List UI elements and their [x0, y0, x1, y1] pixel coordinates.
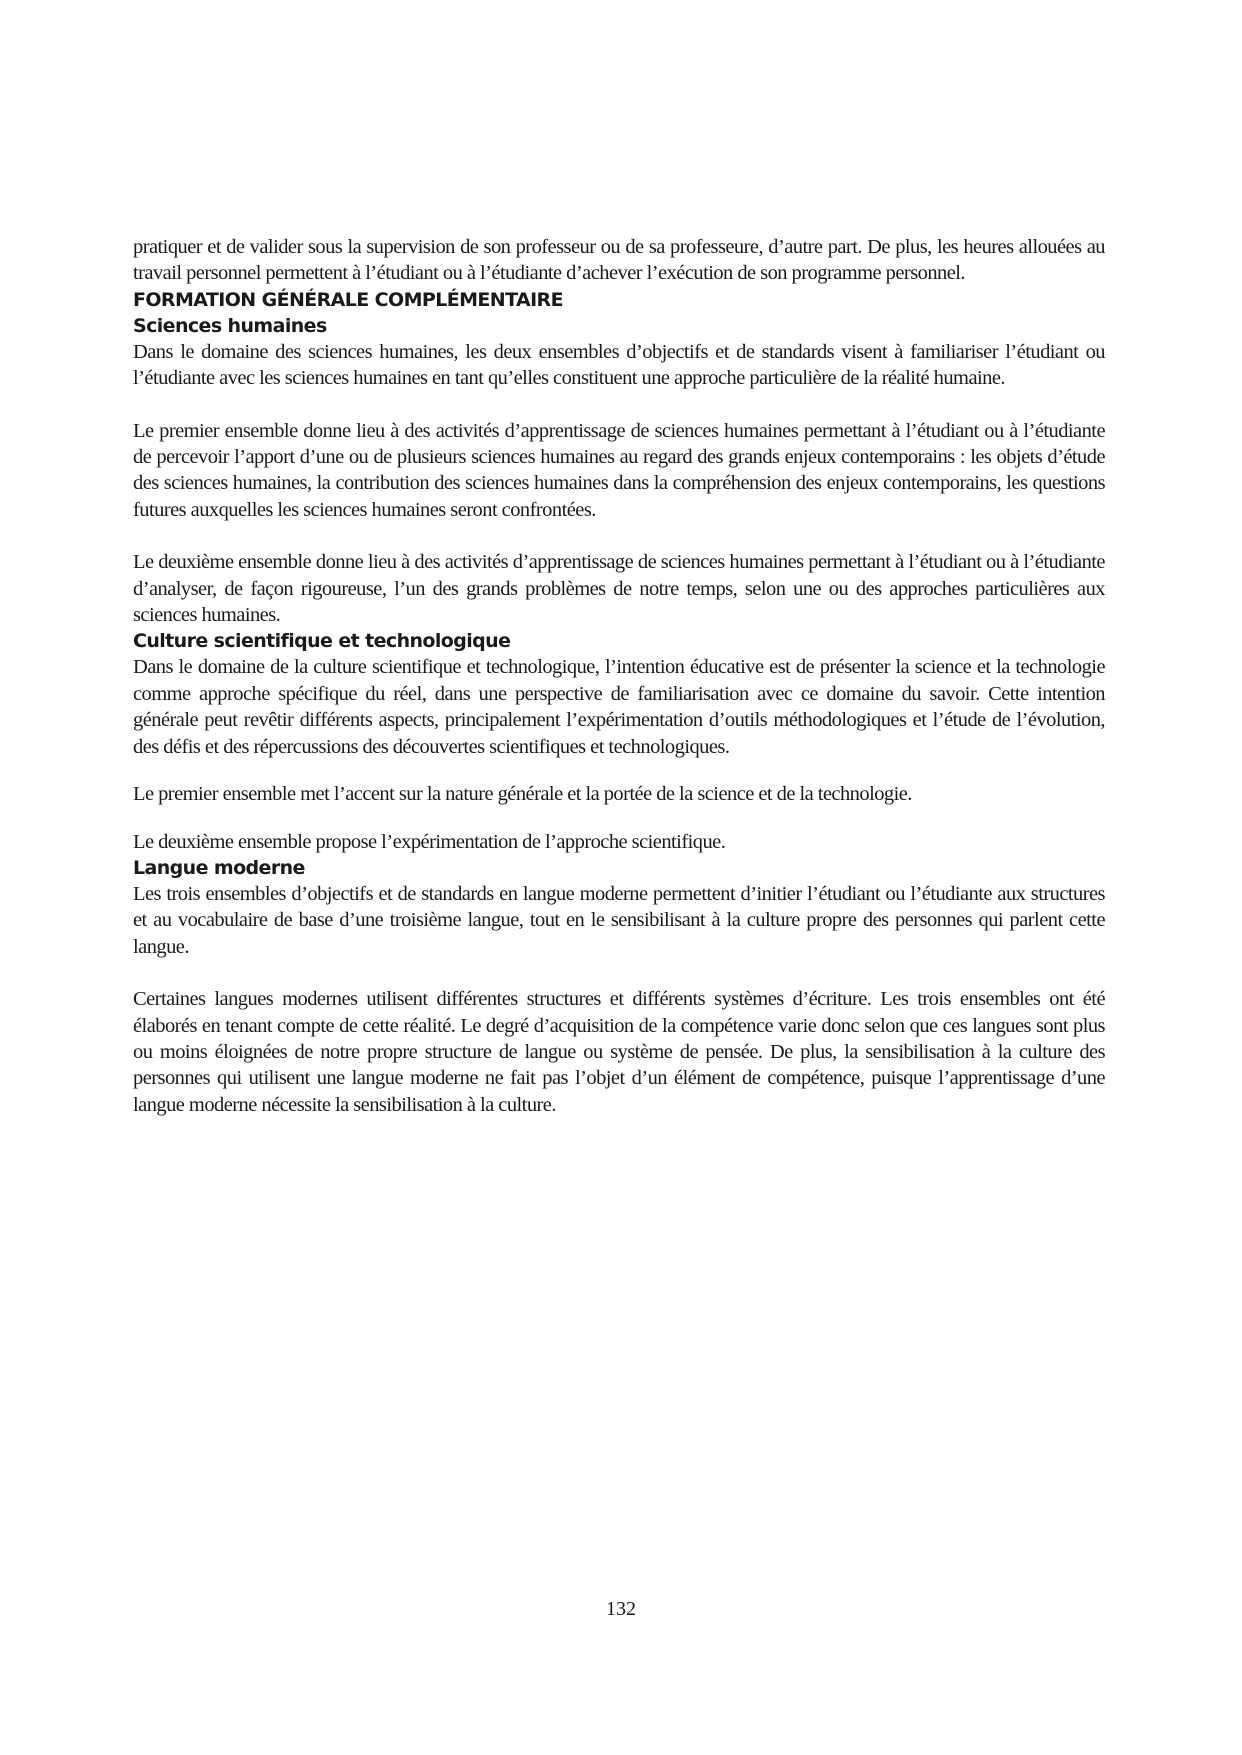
culture-scientifique-paragraph-2: Le premier ensemble met l’accent sur la nature générale et la portée de la science et de la technologie. [133, 783, 912, 806]
sciences-humaines-paragraph-2: Le premier ensemble donne lieu à des activités d’apprentissage de sciences humaines permettant à l’étudiant ou à l’étudiante de percevoir l’apport d’une ou de plusieurs sciences humaines au regard des grands enjeux contemporains : les objets d’étude des sciences humaines, la contribution des sciences humaines dans la compréhension des enjeux contemporains, les questions futures auxquelles les sciences humaines seront confrontées. [133, 419, 1105, 521]
sciences-humaines-paragraph-1: Dans le domaine des sciences humaines, les deux ensembles d’objectifs et de standards visent à familiariser l’étudiant ou l’étudiante avec les sciences humaines en tant qu’elles constituent une approche particulière de la réalité humaine. [133, 340, 1105, 390]
culture-scientifique-paragraph-1: Dans le domaine de la culture scientifique et technologique, l’intention éducative est de présenter la science et la technologie comme approche spécifique du réel, dans une perspective de familiarisation avec ce domaine du savoir. Cette intention générale peut revêtir différents aspects, principalement l’expérimentation d’outils méthodologiques et l’étude de l’évolution, des défis et des répercussions des découvertes scientifiques et technologiques. [133, 656, 1105, 758]
sciences-humaines-paragraph-3: Le deuxième ensemble donne lieu à des activités d’apprentissage de sciences humaines permettant à l’étudiant ou à l’étudiante d’analyser, de façon rigoureuse, l’un des grands problèmes de notre temps, selon une ou des approches particulières aux sciences humaines. [133, 551, 1105, 627]
document-page [133, 234, 1105, 1118]
sciences-humaines-heading: Sciences humaines [133, 314, 327, 337]
langue-moderne-paragraph-1: Les trois ensembles d’objectifs et de standards en langue moderne permettent d’initier l’étudiant ou l’étudiante aux structures et au vocabulaire de base d’une troisième langue, tout en le sensibilisant à la culture propre des personnes qui parlent cette langue. [133, 882, 1105, 958]
culture-scientifique-paragraph-3: Le deuxième ensemble propose l’expérimentation de l’approche scientifique. [133, 830, 726, 853]
langue-moderne-heading: Langue moderne [133, 856, 305, 879]
section-title: FORMATION GÉNÉRALE COMPLÉMENTAIRE [133, 288, 563, 311]
culture-scientifique-heading: Culture scientifique et technologique [133, 630, 511, 653]
langue-moderne-paragraph-2: Certaines langues modernes utilisent différentes structures et différents systèmes d’écriture. Les trois ensembles ont été élaborés en tenant compte de cette réalité. Le degré d’acquisition de la compétence varie donc selon que ces langues sont plus ou moins éloignées de notre propre structure de langue ou système de pensée. De plus, la sensibilisation à la culture des personnes qui utilisent une langue moderne ne fait pas l’objet d’un élément de compétence, puisque l’apprentissage d’une langue moderne nécessite la sensibilisation à la culture. [133, 988, 1105, 1116]
page-number: 132 [606, 1598, 636, 1620]
intro-paragraph: pratiquer et de valider sous la supervision de son professeur ou de sa professeure, d’autre part. De plus, les heures allouées au travail personnel permettent à l’étudiant ou à l’étudiante d’achever l’exécution de son programme personnel. [133, 236, 1105, 285]
